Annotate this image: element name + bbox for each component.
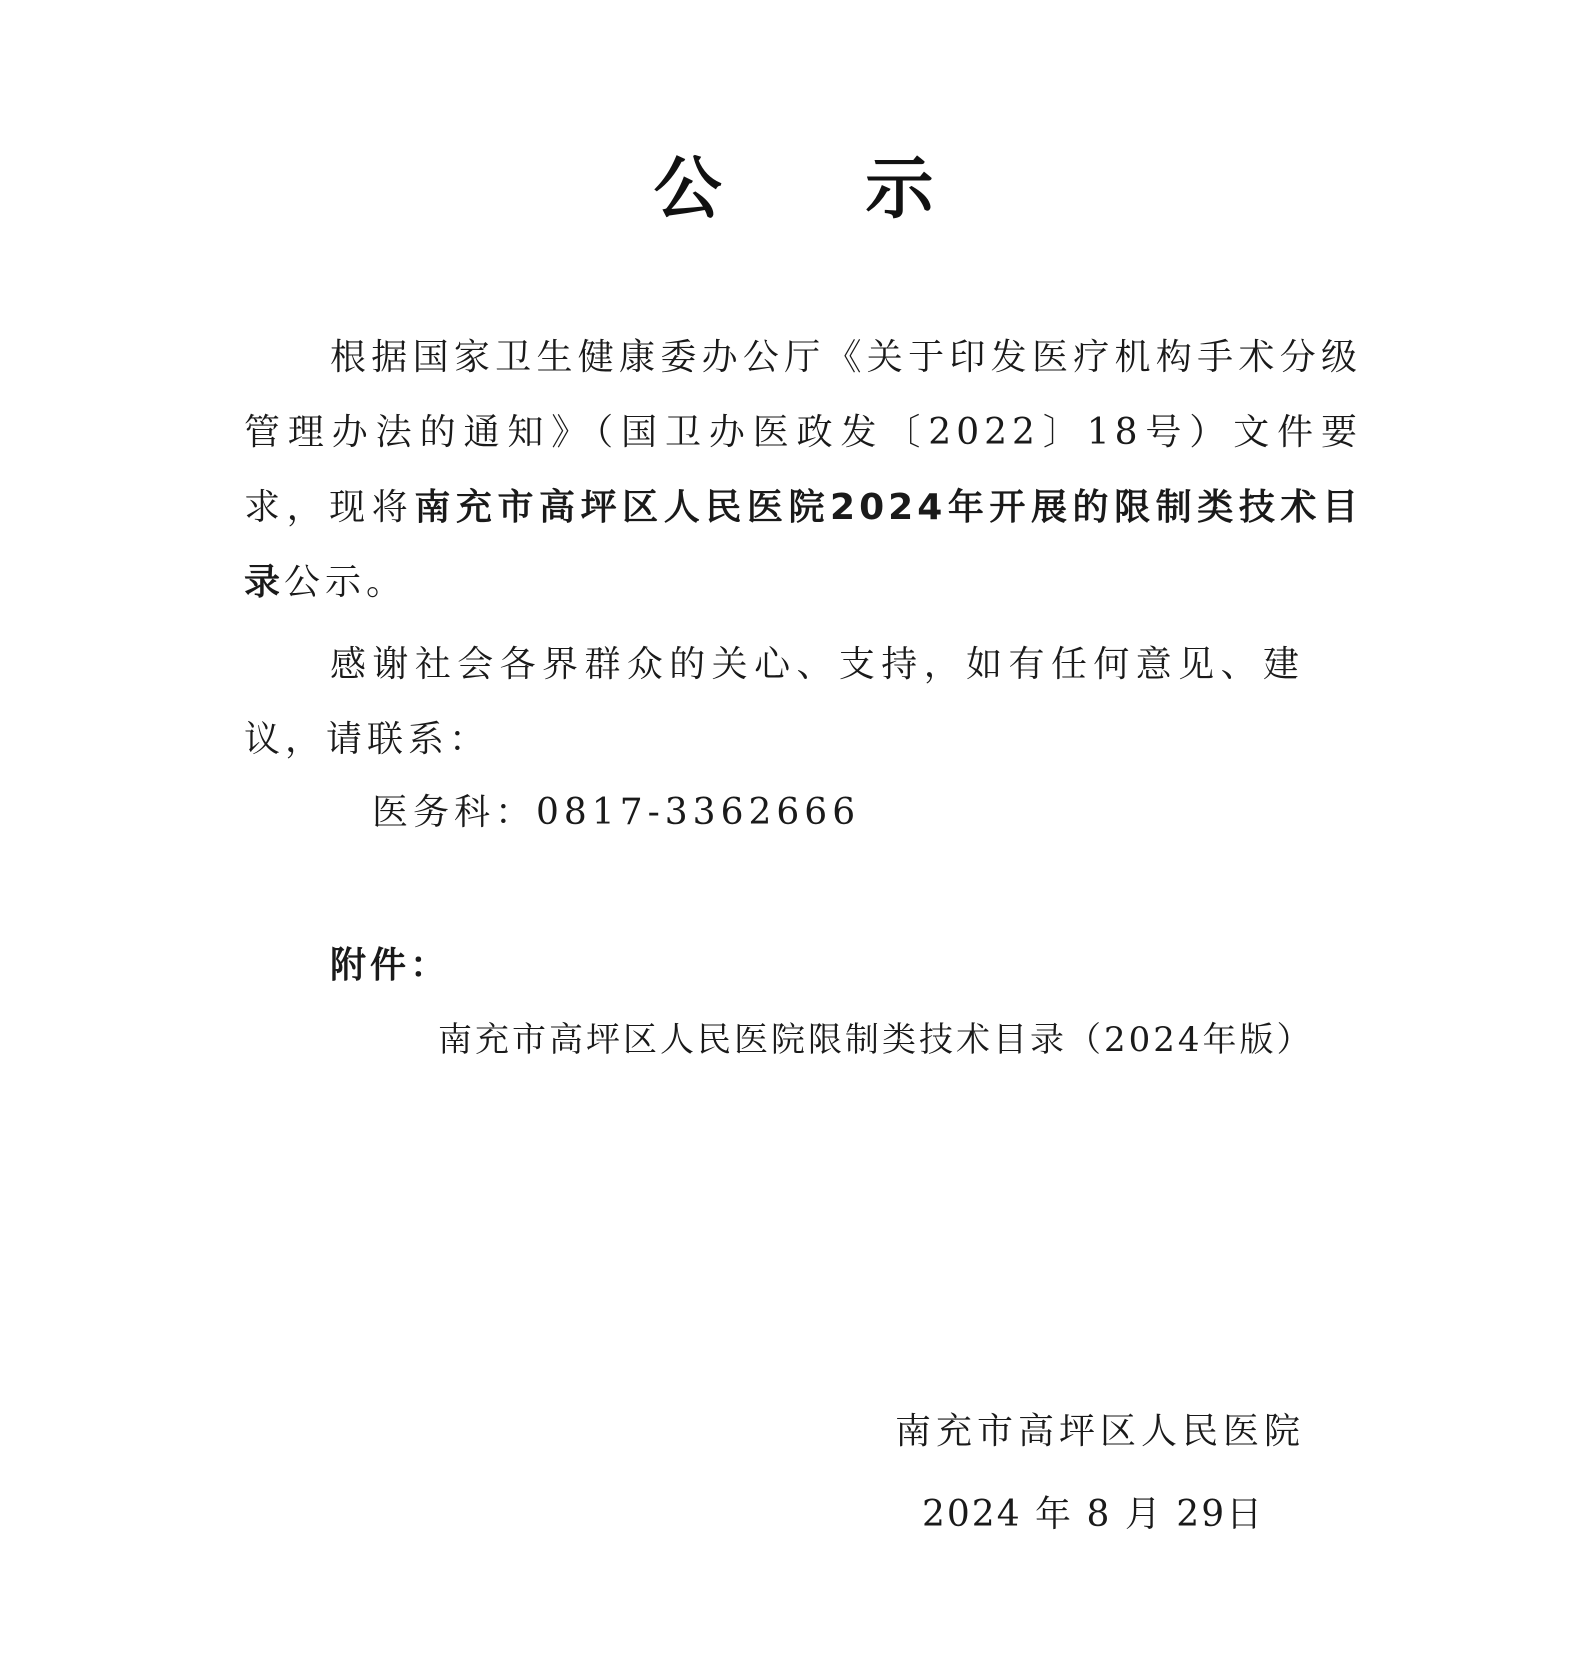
contact-line: 医务科：0817-3362666 bbox=[372, 792, 861, 833]
page-title: 公 示 bbox=[653, 150, 994, 229]
paragraph-1-suffix: 公示。 bbox=[284, 562, 408, 603]
signature-organization: 南充市高坪区人民医院 bbox=[895, 1411, 1306, 1452]
body-paragraph-2: 感谢社会各界群众的关心、支持，如有任何意见、建议，请联系： bbox=[244, 644, 1304, 760]
attachment-item: 南充市高坪区人民医院限制类技术目录（2024年版） bbox=[438, 1020, 1314, 1060]
paragraph-1-prefix: 根据国家卫生健康委办公厅《关于印发医疗机构手术分级管理办法的通知》（国卫办医政发〔2022〕18号）文件要求，现将 bbox=[244, 337, 1362, 528]
paragraph-1-highlight: 南充市高坪区人民医院2024年开展的限制类技术目录 bbox=[244, 487, 1362, 603]
body-paragraph-1 bbox=[244, 320, 1362, 620]
attachment-label: 附件： bbox=[330, 945, 451, 986]
signature-date: 2024 年 8 月 29日 bbox=[922, 1494, 1265, 1535]
